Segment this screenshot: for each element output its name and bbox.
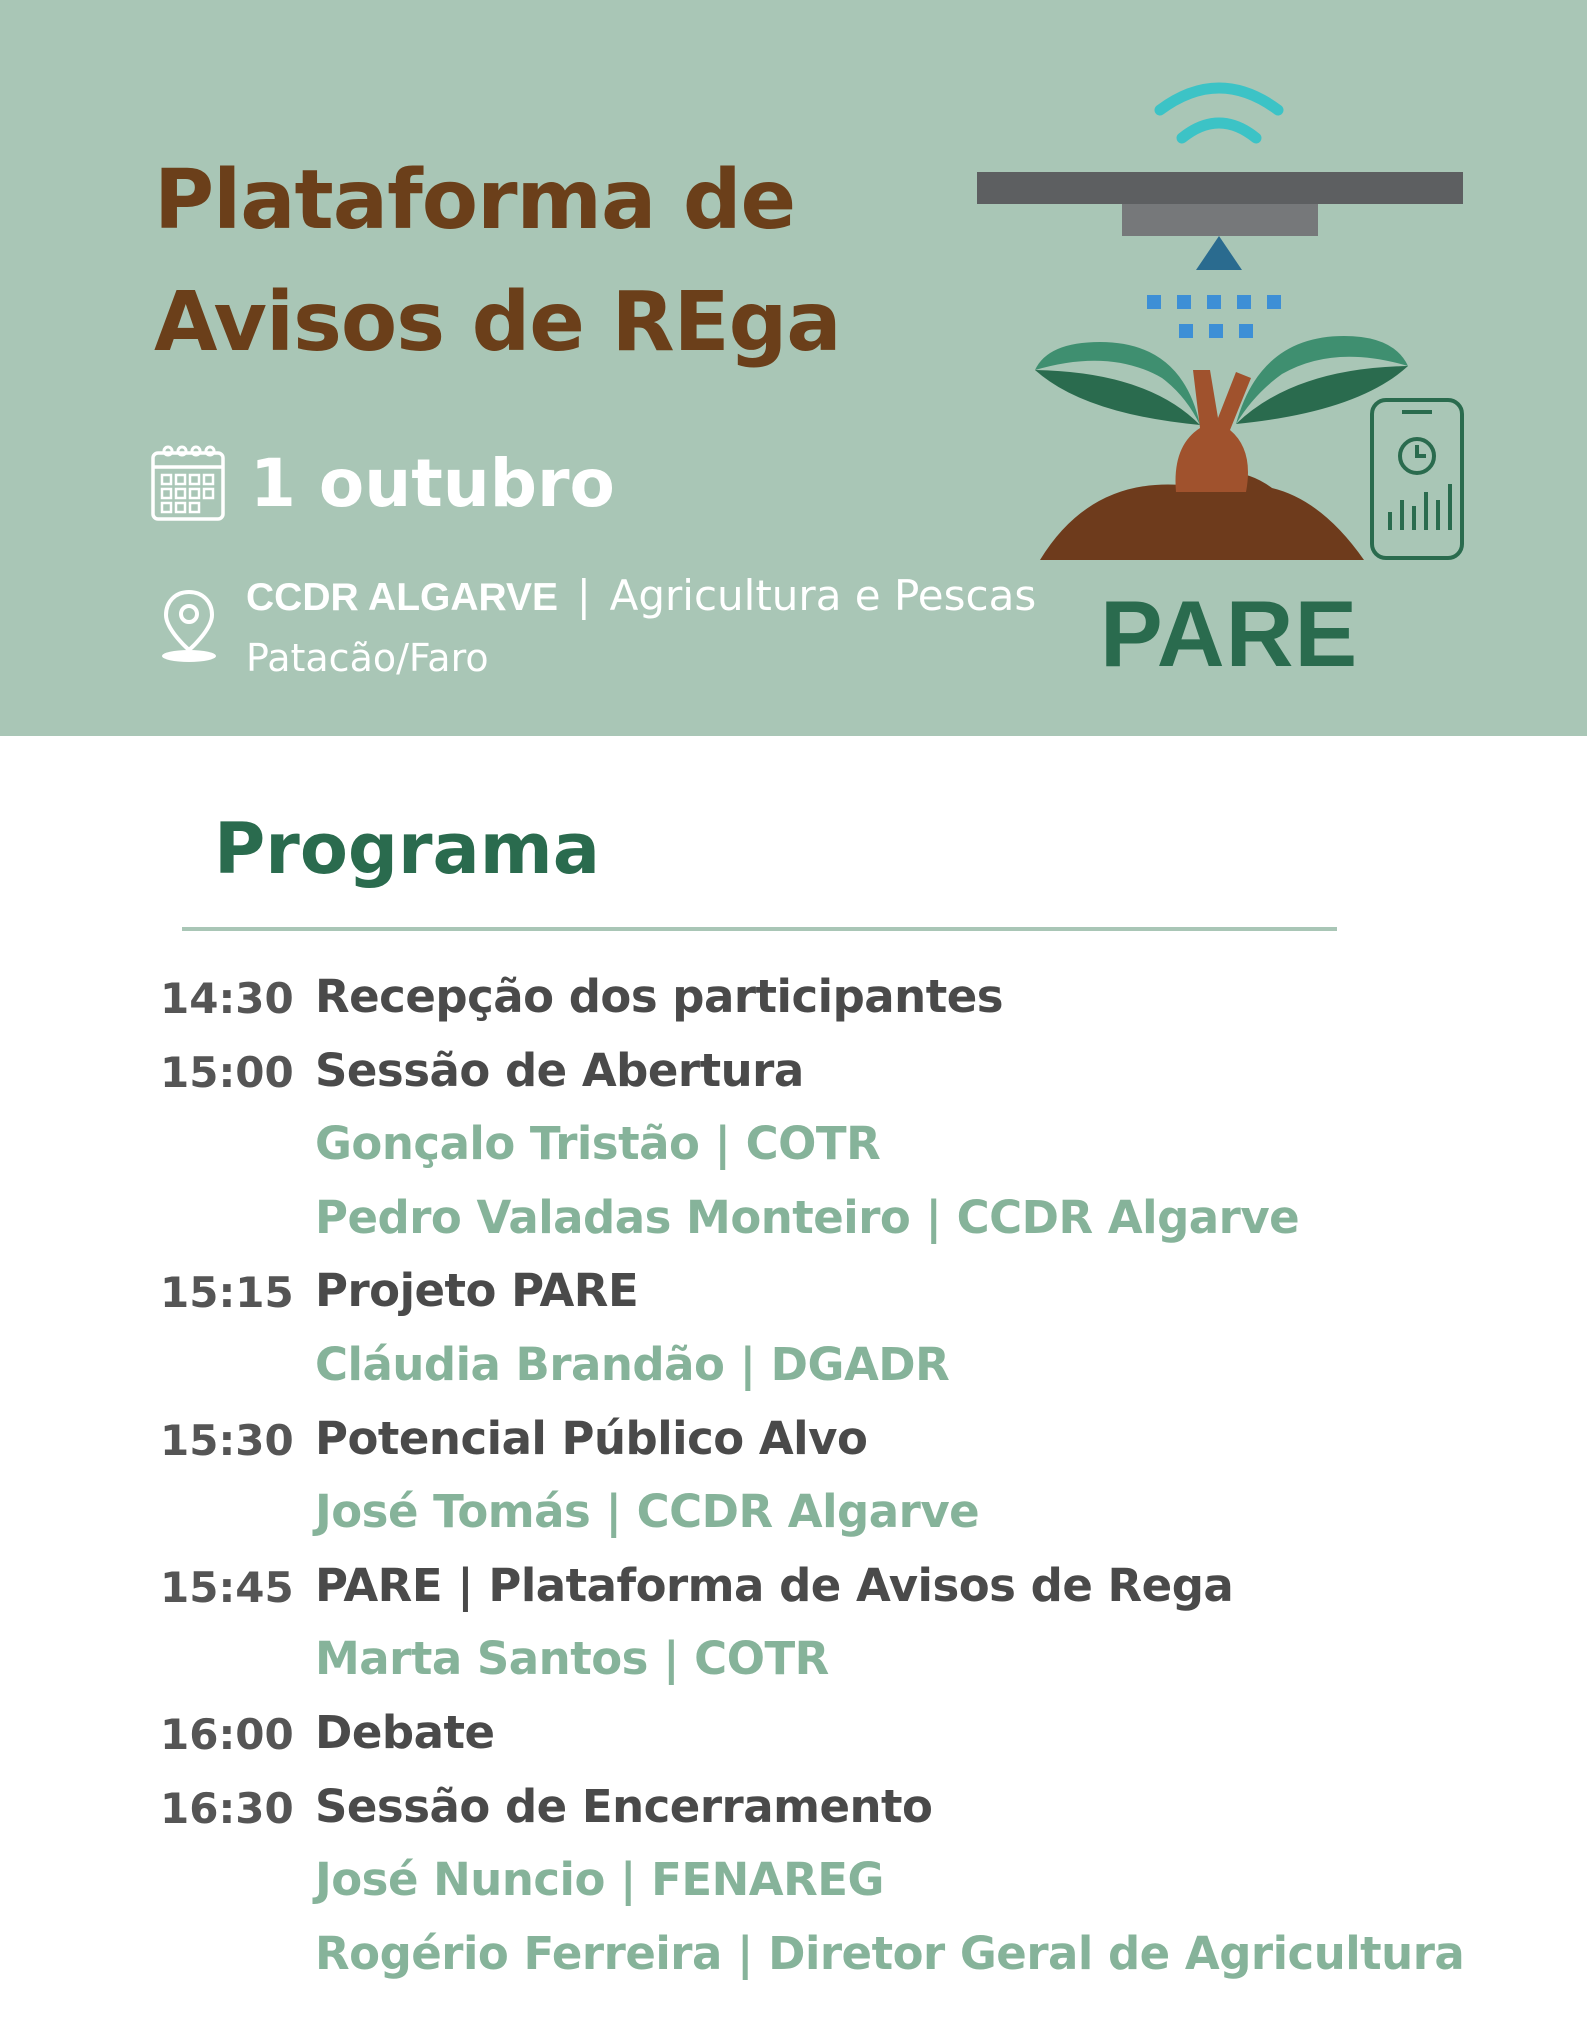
event-venue (246, 568, 1036, 686)
smartphone-icon (1372, 400, 1462, 558)
event-date (150, 440, 615, 526)
agenda-row (160, 966, 1580, 1040)
plant-icon (1035, 336, 1408, 560)
agenda-speaker: José Nuncio | FENAREG (315, 1853, 884, 1907)
venue-city: Patacão/Faro (246, 636, 489, 680)
event-date-text: 1 outubro (250, 444, 615, 522)
event-title-line1: Plataforma de (154, 153, 796, 248)
event-title-line2: Avisos de REga (154, 275, 841, 370)
agenda-speaker: Pedro Valadas Monteiro | CCDR Algarve (315, 1190, 1300, 1244)
agenda-session: Recepção dos participantes (315, 970, 1004, 1023)
venue-name: CCDR ALGARVE (246, 576, 559, 619)
agenda-speaker: Cláudia Brandão | DGADR (315, 1337, 950, 1391)
event-title (154, 140, 841, 384)
agenda-row (160, 1408, 1580, 1482)
agenda-row (160, 1923, 1580, 1997)
venue-department: Agricultura e Pescas (609, 571, 1037, 620)
program-divider (182, 927, 1337, 931)
calendar-icon (150, 443, 226, 523)
program-title: Programa (214, 808, 600, 890)
agenda-row (160, 1334, 1580, 1408)
agenda-speaker: José Tomás | CCDR Algarve (315, 1485, 980, 1539)
event-header (0, 0, 1587, 736)
agenda-row (160, 1040, 1580, 1114)
agenda-session: PARE | Plataforma de Avisos de Rega (315, 1558, 1234, 1612)
agenda-session: Potencial Público Alvo (315, 1411, 868, 1465)
agenda-session: Sessão de Abertura (315, 1043, 804, 1097)
sprinkler-icon (977, 172, 1463, 338)
irrigation-illustration (960, 60, 1480, 580)
venue-separator: | (576, 571, 591, 620)
agenda-row (160, 1555, 1580, 1629)
agenda-row (160, 1849, 1580, 1923)
agenda-row (160, 1260, 1580, 1334)
agenda-session: Sessão de Encerramento (315, 1779, 933, 1833)
agenda-time: 15:15 (160, 1268, 294, 1318)
agenda-speaker: Marta Santos | COTR (315, 1632, 829, 1686)
agenda-time: 14:30 (160, 974, 294, 1023)
agenda-time: 16:00 (160, 1709, 294, 1759)
agenda-row (160, 1187, 1580, 1261)
agenda-row (160, 1113, 1580, 1187)
agenda-session: Debate (315, 1705, 495, 1759)
program-agenda (160, 966, 1580, 1996)
agenda-session: Projeto PARE (315, 1264, 639, 1318)
location-pin-icon (158, 588, 220, 664)
brand-logo-text: PARE (1100, 581, 1359, 686)
agenda-time: 15:45 (160, 1562, 294, 1612)
wifi-icon (1160, 88, 1278, 138)
agenda-row (160, 1481, 1580, 1555)
agenda-time: 15:30 (160, 1415, 294, 1465)
agenda-row (160, 1628, 1580, 1702)
agenda-speaker: Rogério Ferreira | Diretor Geral de Agricultura (315, 1926, 1465, 1980)
agenda-row (160, 1702, 1580, 1776)
agenda-time: 15:00 (160, 1047, 294, 1097)
agenda-row (160, 1776, 1580, 1850)
agenda-speaker: Gonçalo Tristão | COTR (315, 1117, 881, 1171)
agenda-time: 16:30 (160, 1783, 294, 1833)
